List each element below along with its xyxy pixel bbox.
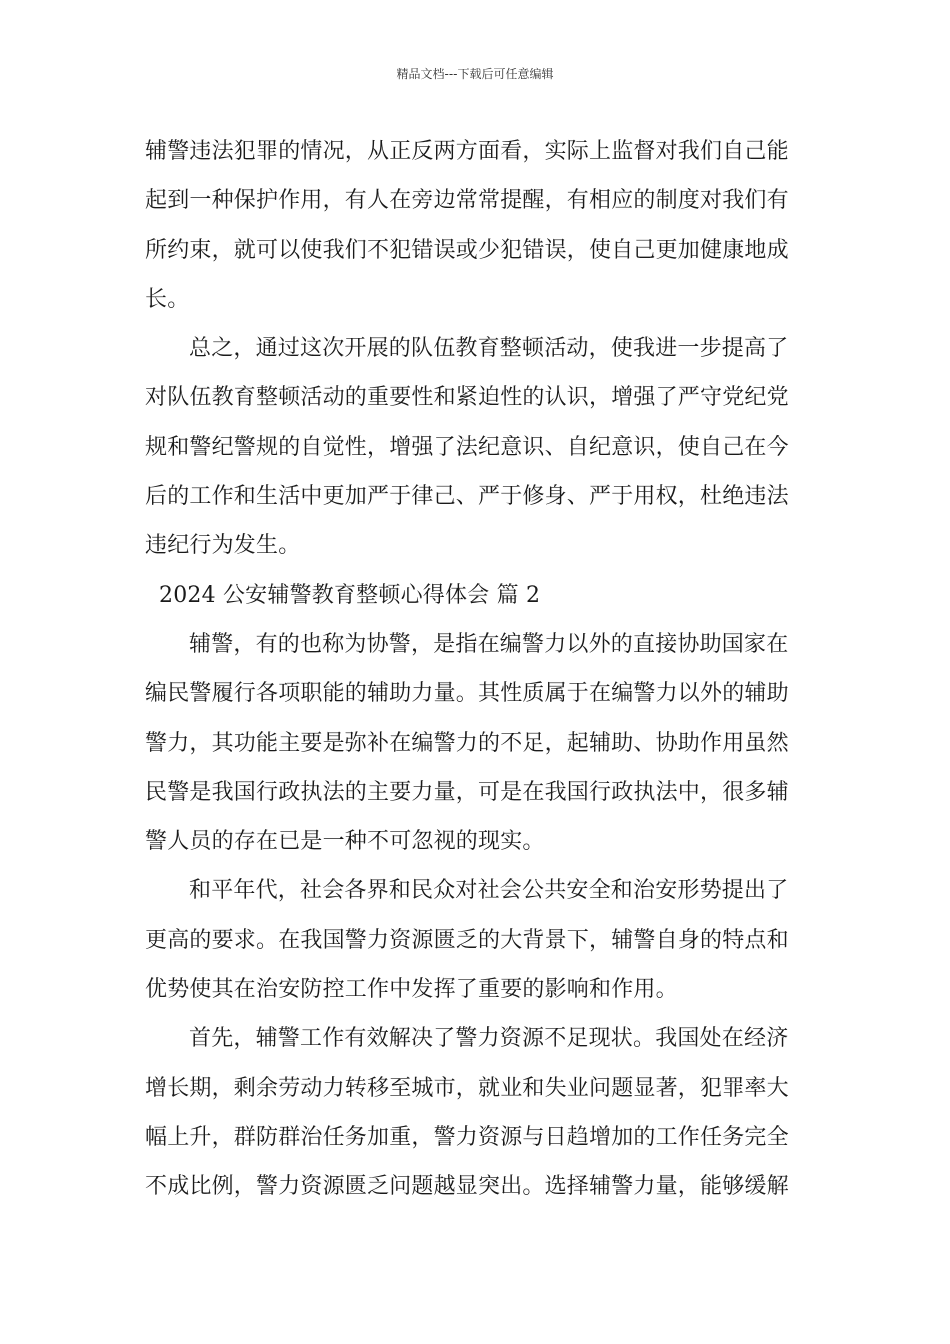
text-line: 所约束，就可以使我们不犯错误或少犯错误，使自己更加健康地成 bbox=[145, 237, 789, 263]
text-line: 不成比例，警力资源匮乏问题越显突出。选择辅警力量，能够缓解 bbox=[145, 1174, 789, 1200]
text-line: 后的工作和生活中更加严于律己、严于修身、严于用权，杜绝违法 bbox=[145, 484, 789, 510]
text-line: 违纪行为发生。 bbox=[145, 533, 301, 559]
text-line: 民警是我国行政执法的主要力量，可是在我国行政执法中，很多辅 bbox=[145, 779, 789, 805]
text-line: 警人员的存在已是一种不可忽视的现实。 bbox=[145, 829, 545, 855]
page-header: 精品文档---下载后可任意编辑 bbox=[396, 67, 554, 81]
text-line: 起到一种保护作用，有人在旁边常常提醒，有相应的制度对我们有 bbox=[145, 188, 789, 214]
paragraph-first-line: 辅警，有的也称为协警，是指在编警力以外的直接协助国家在 bbox=[189, 631, 789, 657]
section-heading: 2024 公安辅警教育整顿心得体会 篇 2 bbox=[159, 582, 541, 608]
text-line: 幅上升，群防群治任务加重，警力资源与日趋增加的工作任务完全 bbox=[145, 1124, 789, 1150]
paragraph-first-line: 首先，辅警工作有效解决了警力资源不足现状。我国处在经济 bbox=[189, 1026, 789, 1052]
text-line: 辅警违法犯罪的情况，从正反两方面看，实际上监督对我们自己能 bbox=[145, 139, 789, 164]
text-line: 警力，其功能主要是弥补在编警力的不足，起辅助、协助作用虽然 bbox=[145, 730, 789, 756]
text-line: 规和警纪警规的自觉性，增强了法纪意识、自纪意识，使自己在今 bbox=[145, 434, 789, 460]
paragraph-first-line: 总之，通过这次开展的队伍教育整顿活动，使我进一步提高了 bbox=[189, 336, 789, 362]
text-line: 编民警履行各项职能的辅助力量。其性质属于在编警力以外的辅助 bbox=[145, 681, 789, 707]
paragraph-first-line: 和平年代，社会各界和民众对社会公共安全和治安形势提出了 bbox=[189, 878, 789, 904]
text-line: 对队伍教育整顿活动的重要性和紧迫性的认识，增强了严守党纪党 bbox=[145, 385, 789, 411]
document-body bbox=[145, 127, 807, 1212]
text-line: 增长期，剩余劳动力转移至城市，就业和失业问题显著，犯罪率大 bbox=[145, 1075, 789, 1101]
text-line: 优势使其在治安防控工作中发挥了重要的影响和作用。 bbox=[145, 977, 678, 1003]
text-line: 长。 bbox=[145, 286, 190, 312]
text-line: 更高的要求。在我国警力资源匮乏的大背景下，辅警自身的特点和 bbox=[145, 927, 789, 953]
